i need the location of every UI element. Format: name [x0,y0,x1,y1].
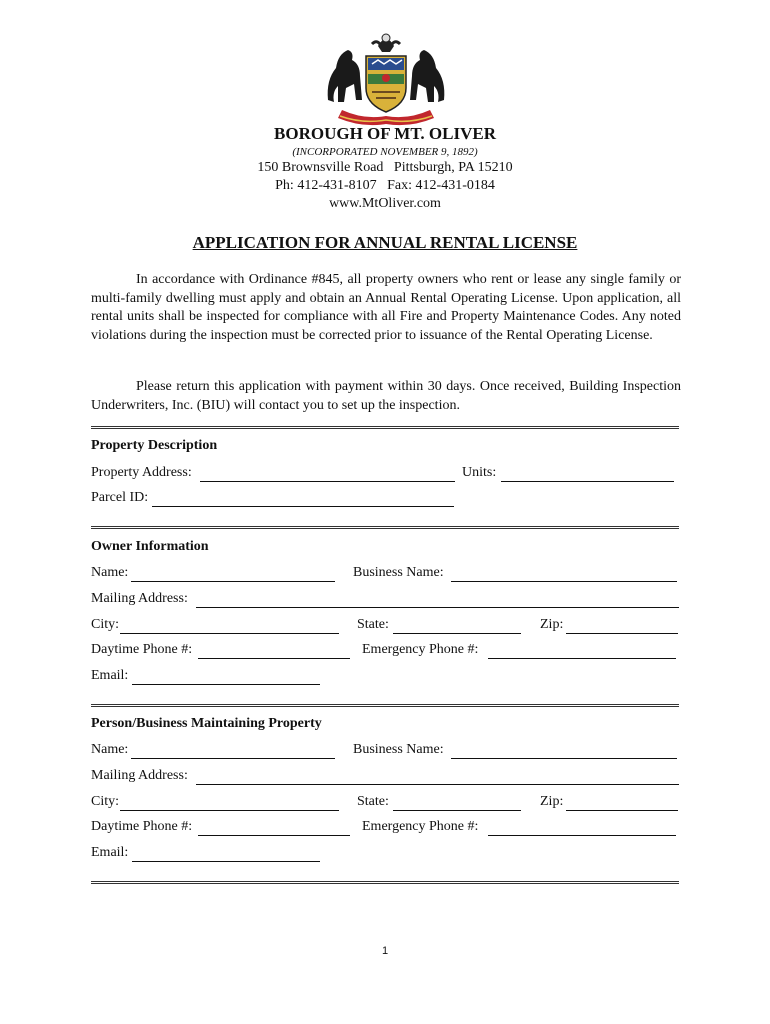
owner-mailing-label: Mailing Address: [91,591,188,606]
org-phone: Ph: 412-431-8107 Fax: 412-431-0184 [275,178,495,193]
coat-of-arms-logo [318,30,454,128]
owner-emergency-label: Emergency Phone #: [362,642,479,657]
maintainer-day-phone-label: Daytime Phone #: [91,819,193,834]
maintainer-city-label: City: [91,794,120,809]
owner-day-phone-field[interactable] [198,658,350,659]
intro-paragraph-2-text: Please return this application with payment within 30 days. Once received, Building Inspection Underwriters, Inc. (BIU) will contact you to set up the inspection. [91,379,681,413]
maintainer-zip-field[interactable] [566,810,678,811]
incorporated-date: (INCORPORATED NOVEMBER 9, 1892) [292,146,478,158]
maintainer-business-field[interactable] [451,758,677,759]
section-divider [91,526,679,529]
owner-business-field[interactable] [451,581,677,582]
intro-paragraph-1 [91,271,681,345]
section-divider [91,704,679,707]
maintainer-business-label: Business Name: [353,742,444,757]
owner-city-label: City: [91,617,120,632]
owner-heading: Owner Information [91,539,209,554]
org-address: 150 Brownsville Road Pittsburgh, PA 15210 [257,160,513,175]
maintainer-mailing-label: Mailing Address: [91,768,188,783]
property-address-field[interactable] [200,481,455,482]
page-number: 1 [381,945,389,957]
owner-name-field[interactable] [131,581,335,582]
maintainer-mailing-field[interactable] [196,784,679,785]
property-address-label: Property Address: [91,465,192,480]
maintainer-state-label: State: [357,794,389,809]
owner-email-field[interactable] [132,684,320,685]
maintainer-name-label: Name: [91,742,129,757]
maintainer-name-field[interactable] [131,758,335,759]
maintainer-state-field[interactable] [393,810,521,811]
intro-paragraph-1-text: In accordance with Ordinance #845, all property owners who rent or lease any single family or multi-family dwelling must apply and obtain an Annual Rental Operating License. Upon application, all rental units shall be inspected for compliance with all Fire and Property Maintenance Codes. Any noted violations during the inspection must be corrected prior to issuance of the Rental Operating License. [91,272,681,343]
owner-zip-label: Zip: [540,617,564,632]
section-divider [91,426,679,429]
property-heading: Property Description [91,438,218,453]
section-divider [91,881,679,884]
owner-emergency-field[interactable] [488,658,676,659]
owner-state-label: State: [357,617,389,632]
units-label: Units: [462,465,497,480]
org-name: BOROUGH OF MT. OLIVER [274,124,496,143]
intro-paragraph-2 [91,378,681,415]
maintainer-heading: Person/Business Maintaining Property [91,716,322,731]
maintainer-day-phone-field[interactable] [198,835,350,836]
owner-email-label: Email: [91,668,129,683]
owner-state-field[interactable] [393,633,521,634]
maintainer-zip-label: Zip: [540,794,564,809]
owner-name-label: Name: [91,565,129,580]
page-title: APPLICATION FOR ANNUAL RENTAL LICENSE [192,233,578,252]
maintainer-emergency-field[interactable] [488,835,676,836]
maintainer-email-field[interactable] [132,861,320,862]
owner-zip-field[interactable] [566,633,678,634]
parcel-id-label: Parcel ID: [91,490,149,505]
owner-business-label: Business Name: [353,565,444,580]
parcel-id-field[interactable] [152,506,454,507]
org-website[interactable]: www.MtOliver.com [329,196,441,211]
maintainer-emergency-label: Emergency Phone #: [362,819,479,834]
owner-mailing-field[interactable] [196,607,679,608]
owner-city-field[interactable] [120,633,339,634]
owner-day-phone-label: Daytime Phone #: [91,642,193,657]
maintainer-email-label: Email: [91,845,129,860]
maintainer-city-field[interactable] [120,810,339,811]
units-field[interactable] [501,481,674,482]
